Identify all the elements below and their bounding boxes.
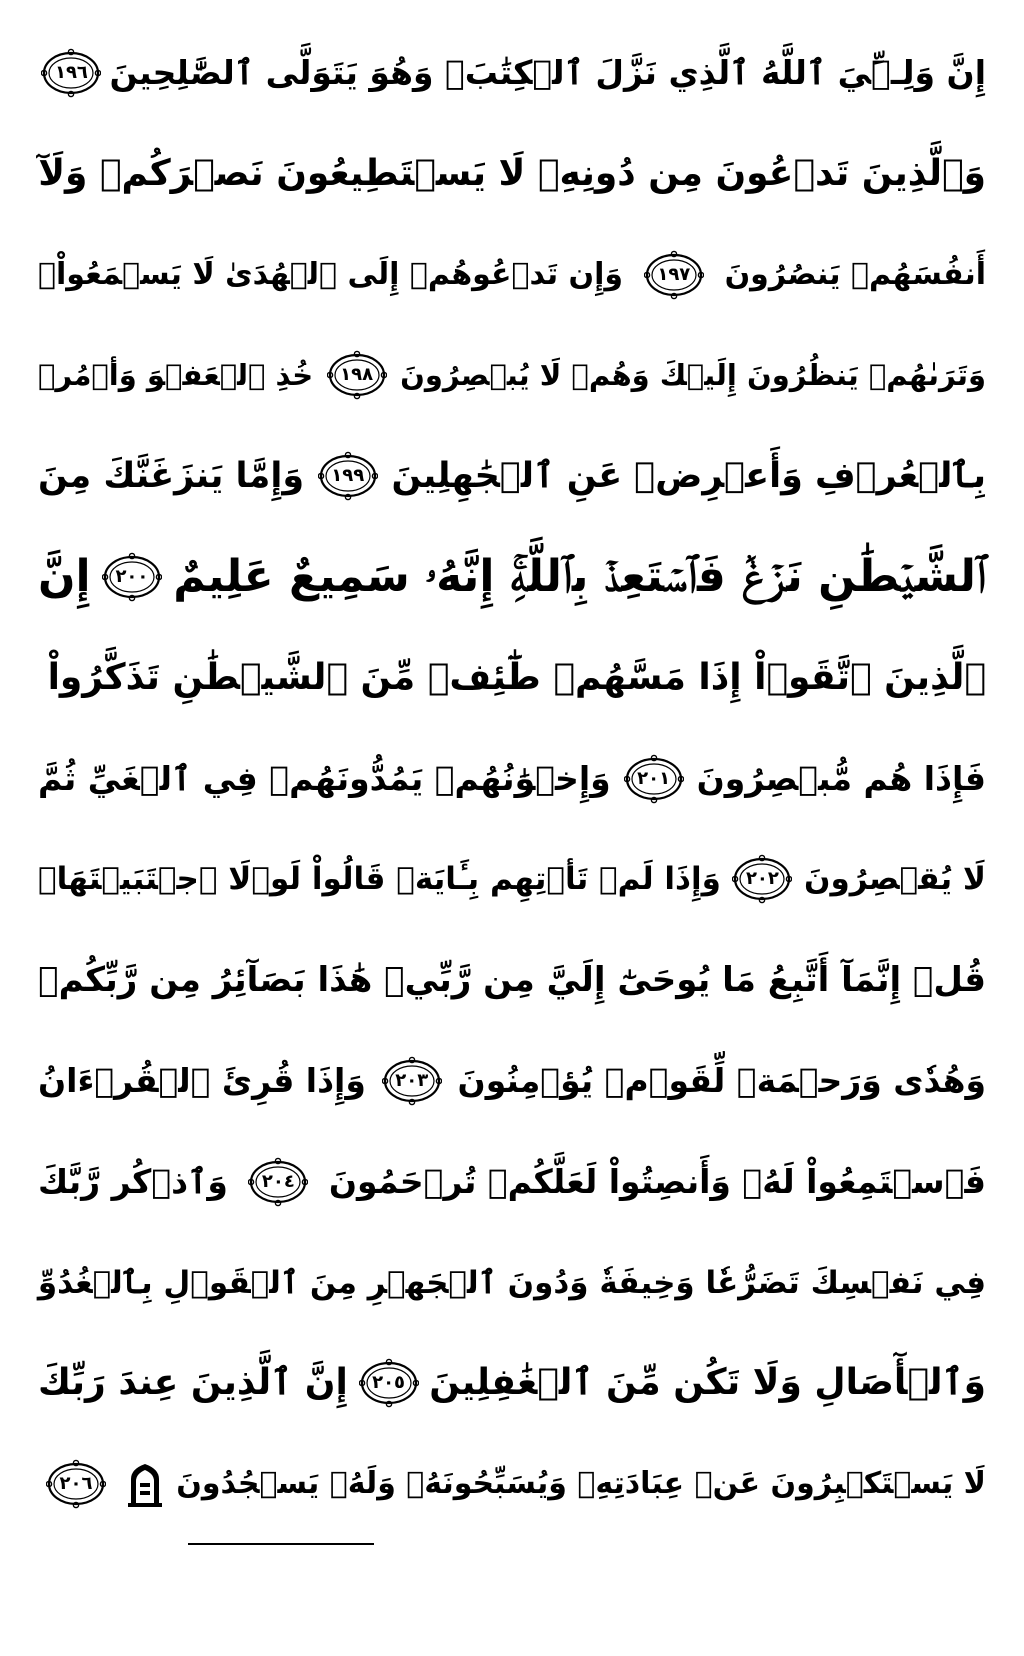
ayah-number: ٢٠١	[637, 767, 671, 789]
verse-text: فَإِذَا هُم مُّبۡصِرُونَ	[696, 758, 986, 798]
verse-text: قُلۡ إِنَّمَآ أَتَّبِعُ مَا يُوحَىٰٓ إِلَيَّ مِن رَّبِّيۚ هَٰذَا بَصَآئِرُ مِن رَّبِّكُمۡ	[38, 960, 986, 1001]
text-line	[38, 1335, 986, 1431]
ayah-number-marker	[644, 250, 704, 300]
text-line	[38, 731, 986, 827]
ayah-number-marker	[102, 552, 162, 602]
ayah-number-marker	[732, 854, 792, 904]
text-line	[38, 932, 986, 1028]
text-line	[38, 327, 986, 423]
verse-text: وَتَرَىٰهُمۡ يَنظُرُونَ إِلَيۡكَ وَهُمۡ لَا يُبۡصِرُونَ	[400, 358, 986, 393]
ayah-number: ١٩٩	[331, 465, 365, 487]
text-line	[38, 529, 986, 625]
ayah-number-marker	[46, 1459, 106, 1509]
verse-text: إِنَّ ٱلَّذِينَ عِندَ رَبِّكَ	[38, 1362, 348, 1404]
ayah-number-marker	[41, 48, 101, 98]
ayah-number: ٢٠٥	[372, 1372, 406, 1394]
text-line	[38, 227, 986, 323]
text-line	[38, 25, 986, 121]
ayah-number: ٢٠٤	[261, 1170, 295, 1192]
ayah-number-marker	[359, 1358, 419, 1408]
verse-text: أَنفُسَهُمۡ يَنصُرُونَ	[724, 256, 986, 292]
verse-text: بِٱلۡعُرۡفِ وَأَعۡرِضۡ عَنِ ٱلۡجَٰهِلِينَ	[391, 456, 986, 497]
verse-text: وَإِذَا قُرِئَ ٱلۡقُرۡءَانُ	[38, 1061, 366, 1100]
ayah-number-marker	[624, 754, 684, 804]
text-line	[38, 630, 986, 726]
sajda-overline	[188, 1543, 374, 1545]
text-line	[38, 831, 986, 927]
verse-text: فَٱسۡتَمِعُواْ لَهُۥ وَأَنصِتُواْ لَعَلَّكُمۡ تُرۡحَمُونَ	[328, 1161, 986, 1201]
text-line	[38, 1436, 986, 1532]
sajda-icon	[127, 1461, 163, 1507]
verse-text: ٱلشَّيۡطَٰنِ نَزۡغٞ فَٱسۡتَعِذۡ بِٱللَّهِۚ إِنَّهُۥ سَمِيعٌ عَلِيمٌ	[173, 551, 986, 602]
verse-text: خُذِ ٱلۡعَفۡوَ وَأۡمُرۡ	[38, 358, 314, 393]
verse-text: لَا يَسۡتَكۡبِرُونَ عَنۡ عِبَادَتِهِۦ وَيُسَبِّحُونَهُۥ وَلَهُۥ يَسۡجُدُونَ	[176, 1466, 986, 1502]
verse-text: وَٱلۡأٓصَالِ وَلَا تَكُن مِّنَ ٱلۡغَٰفِلِينَ	[429, 1362, 986, 1404]
ayah-number: ٢٠٦	[59, 1473, 93, 1495]
verse-text: ٱلَّذِينَ ٱتَّقَوۡاْ إِذَا مَسَّهُمۡ طَٰٓئِفٞ مِّنَ ٱلشَّيۡطَٰنِ تَذَكَّرُواْ	[47, 656, 986, 698]
ayah-number: ١٩٦	[54, 62, 88, 83]
text-line	[38, 126, 986, 222]
verse-text: وَإِذَا لَمۡ تَأۡتِهِم بِـَٔايَةٖ قَالُواْ لَوۡلَا ٱجۡتَبَيۡتَهَاۚ	[38, 861, 721, 898]
verse-text: إِنَّ وَلِـِّۧيَ ٱللَّهُ ٱلَّذِي نَزَّلَ ٱلۡكِتَٰبَۖ وَهُوَ يَتَوَلَّى ٱلصَّٰلِحِينَ	[109, 53, 986, 92]
ayah-number: ١٩٧	[657, 263, 691, 285]
ayah-number: ٢٠٠	[115, 566, 149, 587]
verse-text: وَٱلَّذِينَ تَدۡعُونَ مِن دُونِهِۦ لَا يَسۡتَطِيعُونَ نَصۡرَكُمۡ وَلَآ	[38, 152, 986, 194]
text-line	[38, 428, 986, 524]
ayah-number-marker	[327, 350, 387, 400]
verse-text: وَهُدٗى وَرَحۡمَةٞ لِّقَوۡمٖ يُؤۡمِنُونَ	[457, 1061, 986, 1100]
verse-text: لَا يُقۡصِرُونَ	[804, 861, 986, 898]
verse-text: فِي نَفۡسِكَ تَضَرُّعٗا وَخِيفَةٗ وَدُونَ ٱلۡجَهۡرِ مِنَ ٱلۡقَوۡلِ بِٱلۡغُدُوِّ	[37, 1264, 986, 1301]
text-line	[38, 1134, 986, 1230]
ayah-number-marker	[248, 1157, 308, 1207]
ayah-number: ٢٠٣	[395, 1070, 429, 1091]
ayah-number-marker	[382, 1056, 442, 1106]
text-line	[38, 1235, 986, 1331]
verse-text: وَإِخۡوَٰنُهُمۡ يَمُدُّونَهُمۡ فِي ٱلۡغَيِّ ثُمَّ	[38, 758, 611, 798]
ayah-number: ٢٠٢	[745, 868, 779, 890]
verse-text: وَإِن تَدۡعُوهُمۡ إِلَى ٱلۡهُدَىٰ لَا يَسۡمَعُواْۖ	[38, 256, 624, 292]
verse-text: وَٱذۡكُر رَّبَّكَ	[38, 1161, 228, 1201]
ayah-number: ١٩٨	[340, 364, 374, 386]
verse-text: وَإِمَّا يَنزَغَنَّكَ مِنَ	[38, 456, 305, 497]
ayah-number-marker	[318, 451, 378, 501]
verse-text: إِنَّ	[38, 551, 91, 602]
text-line	[38, 1033, 986, 1129]
